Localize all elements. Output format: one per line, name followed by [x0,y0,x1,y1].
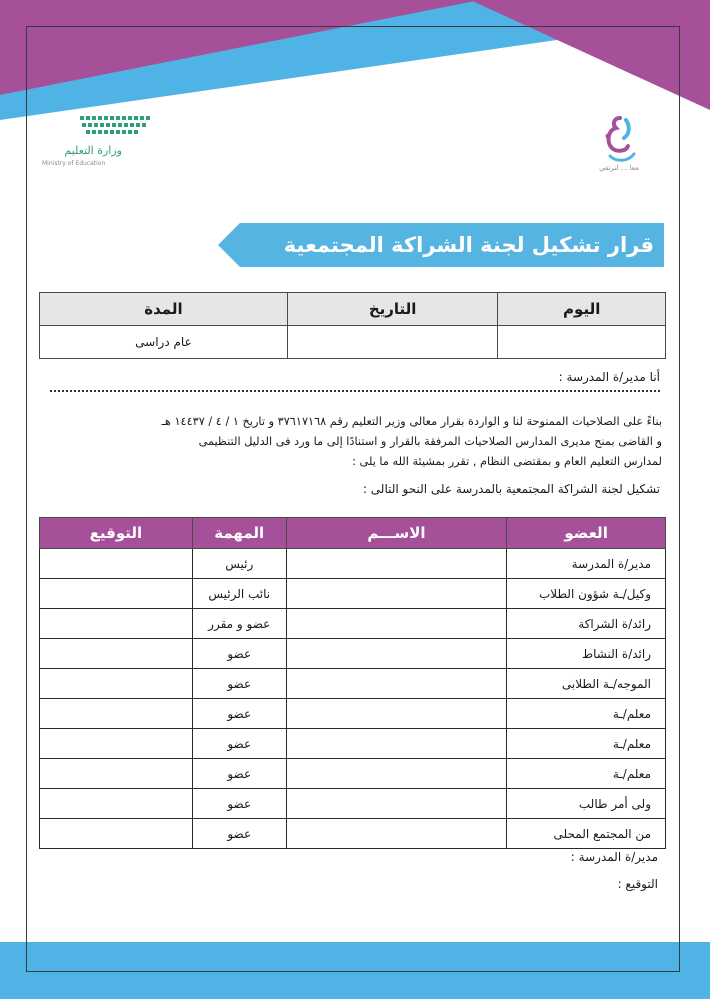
date-table [39,292,666,359]
paragraph-line-1: بناءً على الصلاحيات الممنوحة لنا و الواردة بقرار معالى وزير التعليم رقم ٣٧٦١٧١٦٨ و تاريخ ١ / ٤ / ١٤٤٣٧ هـ [161,415,662,428]
header-date: التاريخ [287,293,498,326]
role-cell: عضو [192,639,286,669]
member-cell: ولى أمر طالب [507,789,666,819]
name-cell[interactable] [286,639,507,669]
value-day[interactable] [498,326,666,359]
signature-cell[interactable] [40,789,193,819]
signature-cell[interactable] [40,669,193,699]
role-cell: عضو [192,729,286,759]
header-duration: المدة [40,293,288,326]
table-row [40,549,666,579]
role-cell: عضو و مقرر [192,609,286,639]
role-cell: عضو [192,759,286,789]
name-cell[interactable] [286,729,507,759]
name-cell[interactable] [286,579,507,609]
paragraph-line-3: لمدارس التعليم العام و بمقتضى النظام , تقرر بمشيئة الله ما يلى : [352,455,662,468]
name-cell[interactable] [286,669,507,699]
table-row [40,669,666,699]
signature-cell[interactable] [40,639,193,669]
table-row [40,579,666,609]
table-row [40,729,666,759]
signature-cell[interactable] [40,579,193,609]
table-row [40,759,666,789]
role-cell: نائب الرئيس [192,579,286,609]
table-row [40,789,666,819]
signature-cell[interactable] [40,609,193,639]
member-cell: رائد/ة النشاط [507,639,666,669]
value-date[interactable] [287,326,498,359]
ministry-name-arabic: وزارة التعليم [64,144,122,157]
name-cell[interactable] [286,819,507,849]
signature-cell[interactable] [40,699,193,729]
footer-principal-label: مدير/ة المدرسة : [570,850,658,864]
member-cell: معلم/ـة [507,729,666,759]
table-row [40,699,666,729]
member-cell: مدير/ة المدرسة [507,549,666,579]
role-cell: عضو [192,789,286,819]
ministry-name-english: Ministry of Education [42,160,106,167]
name-cell[interactable] [286,759,507,789]
date-table-value-row [40,326,666,359]
committee-header-row [40,518,666,549]
footer-signature-label: التوقيع : [617,877,658,891]
table-row [40,609,666,639]
member-cell: معلم/ـة [507,759,666,789]
signature-cell[interactable] [40,759,193,789]
header-role: المهمة [192,518,286,549]
school-logo-tagline: معا ... لنرتقي [599,164,639,172]
school-logo [596,112,642,176]
principal-name-dotted-line [50,390,660,392]
header-name: الاســـم [286,518,507,549]
name-cell[interactable] [286,789,507,819]
committee-table [39,517,666,849]
name-cell[interactable] [286,699,507,729]
role-cell: عضو [192,819,286,849]
table-row [40,819,666,849]
decision-paragraph [46,412,662,472]
value-duration[interactable]: عام دراسى [40,326,288,359]
role-cell: عضو [192,699,286,729]
formation-line: تشكيل لجنة الشراكة المجتمعية بالمدرسة على النحو التالى : [362,482,660,496]
paragraph-line-2: و القاضى بمنح مديرى المدارس الصلاحيات المرفقة بالقرار و استنادًا إلى ما ورد فى الدليل التنظيمى [198,435,662,448]
member-cell: رائد/ة الشراكة [507,609,666,639]
document-title: قرار تشكيل لجنة الشراكة المجتمعية [283,233,654,257]
member-cell: الموجه/ـة الطلابى [507,669,666,699]
ministry-dots-icon [42,114,154,144]
member-cell: وكيل/ـة شؤون الطلاب [507,579,666,609]
header-member: العضو [507,518,666,549]
name-cell[interactable] [286,609,507,639]
header-signature: التوقيع [40,518,193,549]
signature-cell[interactable] [40,549,193,579]
signature-cell[interactable] [40,819,193,849]
ministry-logo [42,114,154,174]
table-row [40,639,666,669]
member-cell: معلم/ـة [507,699,666,729]
date-table-header-row [40,293,666,326]
role-cell: عضو [192,669,286,699]
name-cell[interactable] [286,549,507,579]
role-cell: رئيس [192,549,286,579]
irtiqa-logo-icon [596,112,642,164]
principal-line: أنا مدير/ة المدرسة : [558,370,660,384]
member-cell: من المجتمع المحلى [507,819,666,849]
header-day: اليوم [498,293,666,326]
signature-cell[interactable] [40,729,193,759]
